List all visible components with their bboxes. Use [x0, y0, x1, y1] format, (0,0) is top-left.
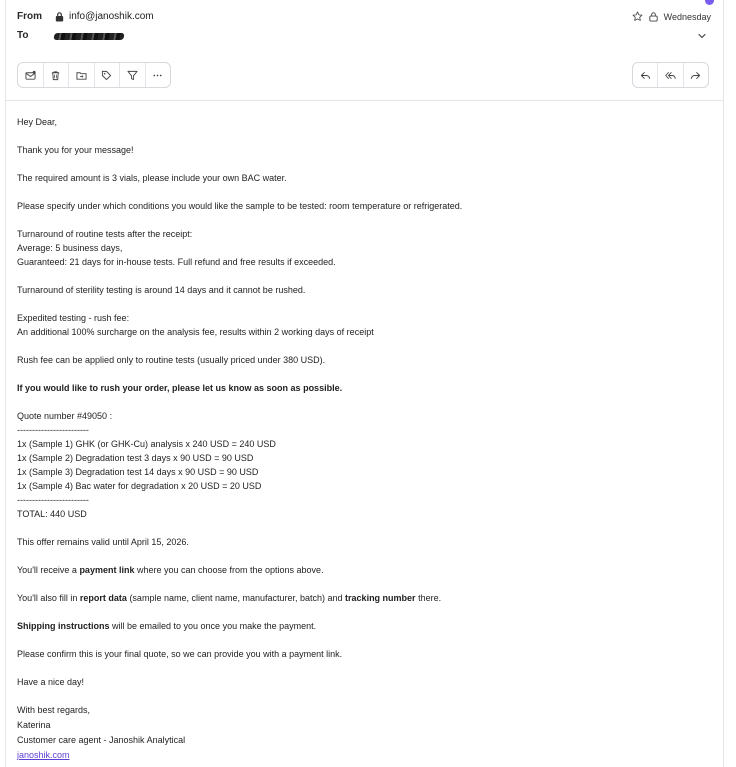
signature-name: Katerina: [17, 720, 51, 730]
mark-unread-icon: [25, 70, 36, 81]
redacted-recipient: [53, 33, 124, 40]
valid-until-line: This offer remains valid until April 15, 2026.: [17, 537, 189, 547]
sterility-line: Turnaround of sterility testing is around 14 days and it cannot be rushed.: [17, 285, 306, 295]
to-label: To: [17, 30, 29, 41]
expedited-heading: Expedited testing - rush fee:: [17, 313, 130, 323]
quote-line: 1x (Sample 2) Degradation test 3 days x 90 USD = 90 USD: [17, 453, 254, 463]
quote-separator-bottom: ------------------------: [17, 495, 89, 505]
trash-icon: [50, 70, 61, 81]
to-row: [17, 30, 124, 41]
payment-post: where you can choose from the options above.: [134, 565, 324, 575]
report-post: there.: [415, 593, 442, 603]
shipping-post: will be emailed to you once you make the payment.: [109, 621, 317, 631]
tracking-number-bold: tracking number: [345, 593, 416, 603]
message-meta: [632, 11, 711, 22]
quote-separator-top: ------------------------: [17, 425, 89, 435]
reply-toolbar: [632, 62, 709, 88]
report-paragraph: [17, 591, 697, 605]
from-label: From: [17, 11, 42, 22]
turnaround-heading: Turnaround of routine tests after the receipt:: [17, 229, 193, 239]
delete-button[interactable]: [44, 63, 70, 87]
shipping-paragraph: [17, 619, 697, 633]
more-actions-button[interactable]: [146, 63, 171, 87]
chevron-down-icon[interactable]: [697, 31, 707, 41]
message-date: Wednesday: [663, 11, 711, 22]
star-icon[interactable]: [632, 11, 643, 22]
reply-button[interactable]: [633, 63, 658, 87]
reply-icon: [640, 70, 651, 81]
shipping-bold: Shipping instructions: [17, 621, 110, 631]
signature-link-paragraph: [17, 748, 697, 763]
message-actions-toolbar: [17, 62, 171, 88]
lock-icon: [54, 11, 65, 22]
expedited-detail: An additional 100% surcharge on the analysis fee, results within 2 working days of receipt: [17, 327, 374, 337]
message-body: [17, 115, 697, 763]
turnaround-guaranteed: Guaranteed: 21 days for in-house tests. Full refund and free results if exceeded.: [17, 257, 336, 267]
from-row: [17, 11, 154, 22]
rush-bold-line: If you would like to rush your order, please let us know as soon as possible.: [17, 383, 343, 393]
signature-role: Customer care agent - Janoshik Analytical: [17, 735, 186, 745]
nice-day-line: Have a nice day!: [17, 677, 85, 687]
reply-all-button[interactable]: [658, 63, 683, 87]
quote-total: TOTAL: 440 USD: [17, 509, 87, 519]
confirm-line: Please confirm this is your final quote, so we can provide you with a payment link.: [17, 649, 343, 659]
lock-icon: [648, 11, 659, 22]
website-link[interactable]: janoshik.com: [17, 750, 70, 760]
mark-unread-button[interactable]: [18, 63, 44, 87]
turnaround-average: Average: 5 business days,: [17, 243, 123, 253]
thanks-line: Thank you for your message!: [17, 145, 134, 155]
conditions-line: Please specify under which conditions you would like the sample to be tested: room temperature or refrigerated.: [17, 201, 463, 211]
move-to-folder-button[interactable]: [69, 63, 95, 87]
greeting: Hey Dear,: [17, 117, 58, 127]
rush-applies-line: Rush fee can be applied only to routine tests (usually priced under 380 USD).: [17, 355, 326, 365]
forward-icon: [690, 70, 701, 81]
header-divider: [5, 100, 724, 101]
payment-link-bold: payment link: [79, 565, 135, 575]
filter-icon: [127, 70, 138, 81]
forward-button[interactable]: [684, 63, 708, 87]
quote-line: 1x (Sample 4) Bac water for degradation x 20 USD = 20 USD: [17, 481, 262, 491]
label-button[interactable]: [95, 63, 121, 87]
signoff: With best regards,: [17, 705, 91, 715]
amount-line: The required amount is 3 vials, please include your own BAC water.: [17, 173, 287, 183]
report-mid: (sample name, client name, manufacturer, batch) and: [126, 593, 346, 603]
label-tag-icon: [101, 70, 112, 81]
sender-email[interactable]: info@janoshik.com: [69, 11, 154, 22]
report-pre: You'll also fill in: [17, 593, 80, 603]
rush-bold-paragraph: [17, 381, 697, 395]
move-to-folder-icon: [76, 70, 87, 81]
quote-line: 1x (Sample 1) GHK (or GHK-Cu) analysis x 240 USD = 240 USD: [17, 439, 276, 449]
reply-all-icon: [665, 70, 676, 81]
quote-number: Quote number #49050 :: [17, 411, 113, 421]
more-icon: [152, 70, 163, 81]
payment-paragraph: [17, 563, 697, 577]
filter-button[interactable]: [120, 63, 146, 87]
payment-pre: You'll receive a: [17, 565, 80, 575]
report-data-bold: report data: [79, 593, 127, 603]
quote-line: 1x (Sample 3) Degradation test 14 days x 90 USD = 90 USD: [17, 467, 259, 477]
